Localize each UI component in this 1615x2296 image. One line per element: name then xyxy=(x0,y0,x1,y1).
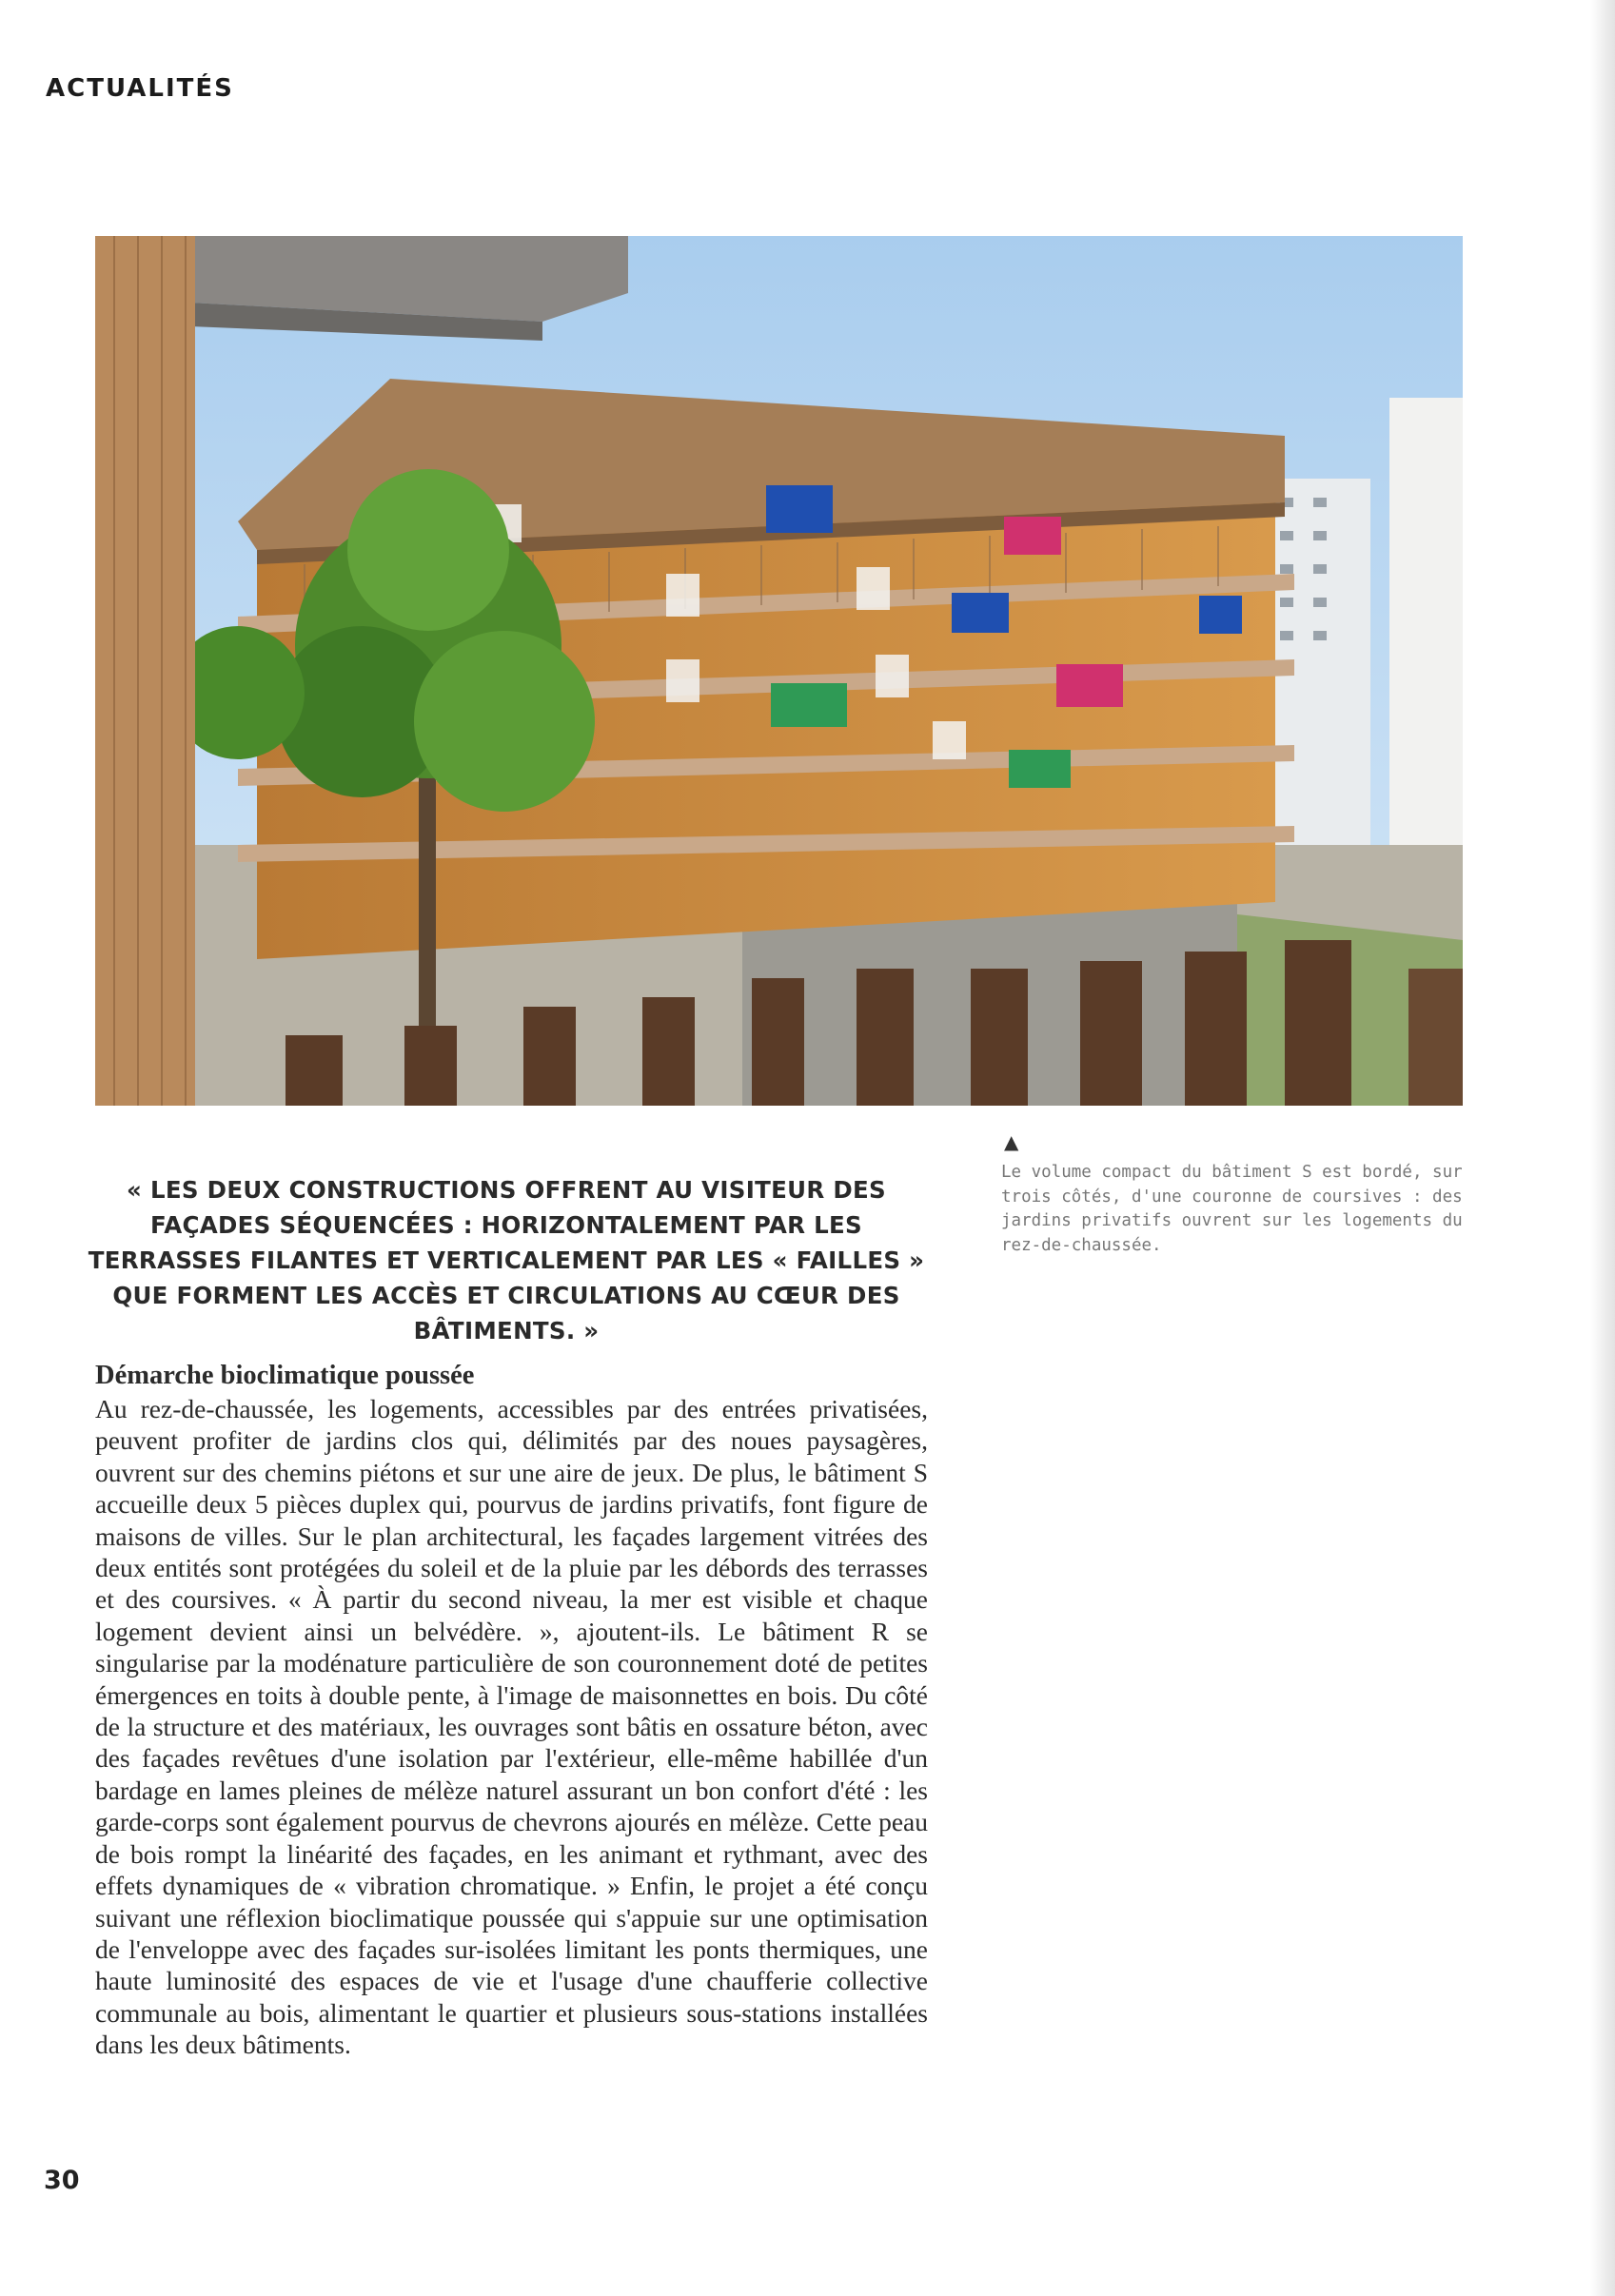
photo-caption: Le volume compact du bâtiment S est bordé, sur trois côtés, d'une couronne de coursives : des jardins privatifs ouvrent sur les logements du rez-de-chaussée. xyxy=(1001,1163,1463,1255)
page-number: 30 xyxy=(44,2166,80,2195)
building-photo xyxy=(95,236,1463,1106)
article xyxy=(95,1359,928,2061)
section-label: ACTUALITÉS xyxy=(46,74,234,103)
caption-arrow-icon: ▲ xyxy=(1004,1130,1019,1153)
page-edge-shadow xyxy=(1590,0,1615,2296)
pull-quote: « LES DEUX CONSTRUCTIONS OFFRENT AU VISITEUR DES FAÇADES SÉQUENCÉES : HORIZONTALEMENT PAR LES TERRASSES FILANTES ET VERTICALEMENT PAR LES « FAILLES » QUE FORMENT LES ACCÈS ET CIRCULATIONS AU CŒUR DES BÂTIMENTS. » xyxy=(88,1176,925,1344)
article-body: Au rez-de-chaussée, les logements, accessibles par des entrées privatisées, peuvent profiter de jardins clos qui, délimités par des noues paysagères, ouvrent sur des chemins piétons et sur une aire de jeux. De plus, le bâtiment S accueille deux 5 pièces duplex qui, pourvus de jardins privatifs, font figure de maisons de villes. Sur le plan architectural, les façades largement vitrées des deux entités sont protégées du soleil et de la pluie par les débords des terrasses et des coursives. « À partir du second niveau, la mer est visible et chaque logement devient ainsi un belvédère. », ajoutent-ils. Le bâtiment R se singularise par la modénature particulière de son couronnement doté de petites émergences en toits à double pente, à l'image de maisonnettes en bois. Du côté de la structure et des matériaux, les ouvrages sont bâtis en ossature béton, avec des façades revêtues d'une isolation par l'extérieur, elle-même habillée d'un bardage en lames pleines de mélèze naturel assurant un bon confort d'été : les garde-corps sont également pourvus de chevrons ajourés en mélèze. Cette peau de bois rompt la linéarité des façades, en les animant et rythmant, avec des effets dynamiques de « vibration chromatique. » Enfin, le projet a été conçu suivant une réflexion bioclimatique poussée qui s'appuie sur une optimisation de l'enveloppe avec des façades sur-isolées limitant les ponts thermiques, une haute luminosité des espaces de vie et l'usage d'une chaufferie collective communale au bois, alimentant le quartier et plusieurs sous-stations installées dans les deux bâtiments. xyxy=(95,1394,928,2060)
article-heading: Démarche bioclimatique poussée xyxy=(95,1361,475,1390)
building-photo-illustration xyxy=(95,236,1463,1106)
